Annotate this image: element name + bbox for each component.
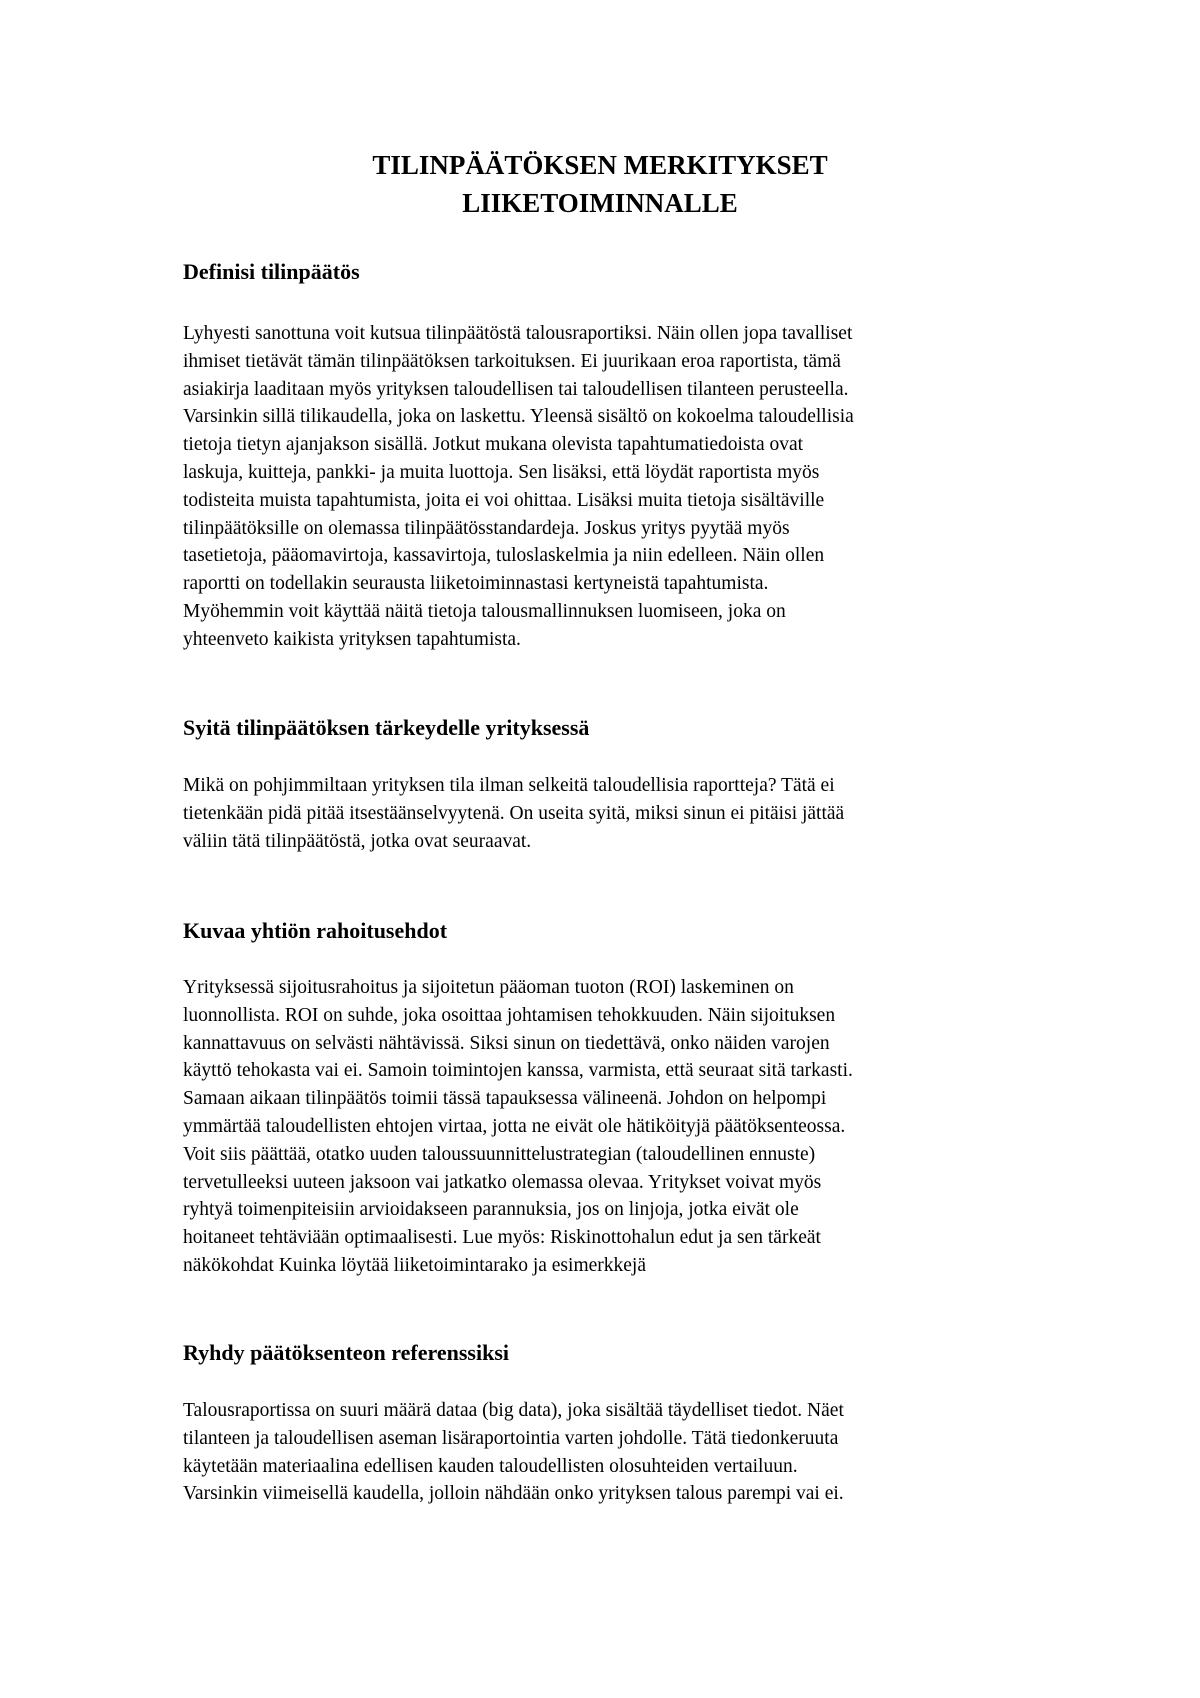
section-heading-definisi: Definisi tilinpäätös [183, 259, 360, 284]
section-heading-ryhdy: Ryhdy päätöksenteon referenssiksi [183, 1340, 510, 1365]
paragraph-line: raportti on todellakin seurausta liiketoiminnastasi kertyneistä tapahtumista. [183, 573, 769, 595]
section-heading-syita: Syitä tilinpäätöksen tärkeydelle yrityksessä [183, 715, 590, 740]
paragraph-line: näkökohdat Kuinka löytää liiketoimintarako ja esimerkkejä [183, 1254, 646, 1276]
paragraph-line: väliin tätä tilinpäätöstä, jotka ovat seuraavat. [183, 830, 532, 852]
paragraph-line: kannattavuus on selvästi nähtävissä. Siksi sinun on tiedettävä, onko näiden varojen [183, 1032, 830, 1054]
section-paragraph-definisi [183, 320, 1043, 654]
document-title [0, 146, 1200, 222]
paragraph-line: Yrityksessä sijoitusrahoitus ja sijoitetun pääoman tuoton (ROI) laskeminen on [183, 977, 794, 998]
paragraph-line: Mikä on pohjimmiltaan yrityksen tila ilman selkeitä taloudellisia raportteja? Tätä ei [183, 775, 835, 796]
section-paragraph-kuvaa [183, 974, 1043, 1280]
paragraph-line: Lyhyesti sanottuna voit kutsua tilinpäätöstä talousraportiksi. Näin ollen jopa tavalliset [183, 323, 853, 344]
title-line: LIIKETOIMINNALLE [462, 188, 738, 218]
paragraph-line: Myöhemmin voit käyttää näitä tietoja talousmallinnuksen luomiseen, joka on [183, 600, 786, 622]
paragraph-line: laskuja, kuitteja, pankki- ja muita luottoja. Sen lisäksi, että löydät raportista myös [183, 461, 820, 483]
paragraph-line: asiakirja laaditaan myös yrityksen taloudellisen tai taloudellisen tilanteen perusteella. [183, 378, 849, 400]
paragraph-line: Varsinkin sillä tilikaudella, joka on laskettu. Yleensä sisältö on kokoelma taloudellisia [183, 406, 854, 428]
paragraph-line: hoitaneet tehtäviään optimaalisesti. Lue myös: Riskinottohalun edut ja sen tärkeät [183, 1227, 821, 1249]
paragraph-line: käytetään materiaalina edellisen kauden taloudellisten olosuhteiden vertailuun. [183, 1455, 798, 1477]
title-line: TILINPÄÄTÖKSEN MERKITYKSET [372, 150, 828, 180]
paragraph-line: ihmiset tietävät tämän tilinpäätöksen tarkoituksen. Ei juurikaan eroa raportista, tämä [183, 350, 841, 372]
paragraph-line: ymmärtää taloudellisten ehtojen virtaa, jotta ne eivät ole hätiköityjä päätöksenteossa. [183, 1115, 846, 1137]
paragraph-line: käyttö tehokasta vai ei. Samoin toimintojen kanssa, varmista, että seuraat sitä tarkasti. [183, 1060, 853, 1082]
paragraph-line: luonnollista. ROI on suhde, joka osoittaa johtamisen tehokkuuden. Näin sijoituksen [183, 1004, 836, 1026]
paragraph-line: yhteenveto kaikista yrityksen tapahtumista. [183, 628, 521, 650]
paragraph-line: tervetulleeksi uuteen jaksoon vai jatkatko olemassa olevaa. Yritykset voivat myös [183, 1171, 822, 1193]
paragraph-line: ryhtyä toimenpiteisiin arvioidakseen parannuksia, jos on linjoja, jotka eivät ole [183, 1199, 799, 1221]
paragraph-line: tietoja tietyn ajanjakson sisällä. Jotkut mukana olevista tapahtumatiedoista ovat [183, 434, 804, 456]
paragraph-line: tasetietoja, pääomavirtoja, kassavirtoja, tuloslaskelmia ja niin edelleen. Näin ollen [183, 545, 825, 567]
paragraph-line: Talousraportissa on suuri määrä dataa (big data), joka sisältää täydelliset tiedot. Näet [183, 1400, 844, 1421]
paragraph-line: tilanteen ja taloudellisen aseman lisäraportointia varten johdolle. Tätä tiedonkeruuta [183, 1427, 839, 1449]
section-paragraph-syita [183, 772, 1043, 855]
paragraph-line: todisteita muista tapahtumista, joita ei voi ohittaa. Lisäksi muita tietoja sisältäville [183, 489, 825, 511]
section-heading-kuvaa: Kuvaa yhtiön rahoitusehdot [183, 918, 448, 943]
paragraph-line: Varsinkin viimeisellä kaudella, jolloin nähdään onko yrityksen talous parempi vai ei. [183, 1483, 844, 1505]
paragraph-line: Voit siis päättää, otatko uuden taloussuunnittelustrategian (taloudellinen ennuste) [183, 1143, 816, 1165]
paragraph-line: tilinpäätöksille on olemassa tilinpäätösstandardeja. Joskus yritys pyytää myös [183, 517, 790, 539]
section-paragraph-ryhdy [183, 1397, 1043, 1508]
paragraph-line: Samaan aikaan tilinpäätös toimii tässä tapauksessa välineenä. Johdon on helpompi [183, 1088, 827, 1110]
paragraph-line: tietenkään pidä pitää itsestäänselvyytenä. On useita syitä, miksi sinun ei pitäisi jättää [183, 802, 845, 824]
